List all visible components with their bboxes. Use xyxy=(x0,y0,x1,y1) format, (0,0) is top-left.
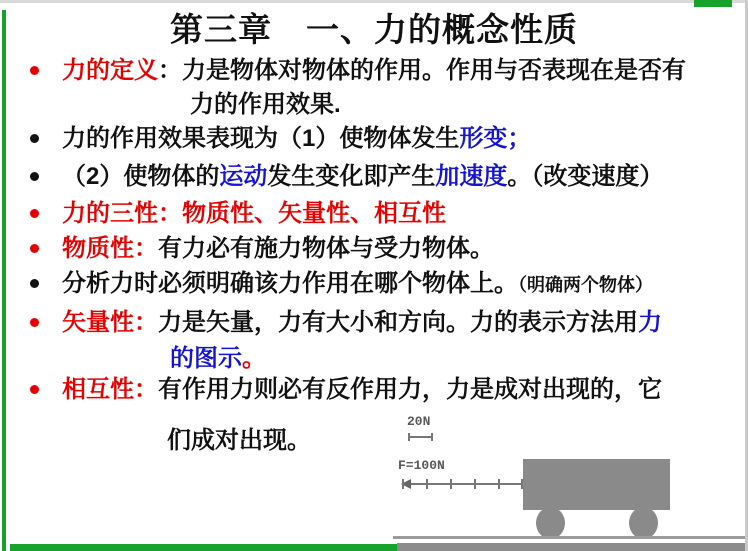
bullet-marker xyxy=(30,244,39,253)
slide-title: 第三章 一、力的概念性质 xyxy=(170,11,578,48)
text-segment: 形变； xyxy=(459,125,532,152)
text-segment: 。（改变速度） xyxy=(507,163,664,190)
text-segment: 发生变化即产生 xyxy=(267,163,436,190)
force-value-label: F=100N xyxy=(398,458,445,473)
bullet-marker xyxy=(30,279,39,288)
scale-bar-left-tick xyxy=(408,433,410,441)
bullet-marker xyxy=(30,385,39,394)
text-segment: 运动 xyxy=(219,163,268,190)
text-segment: 力的定义 xyxy=(62,57,158,84)
force-arrow-tick xyxy=(474,479,476,489)
text-segment: 的图示 xyxy=(170,345,242,372)
force-arrow-tick xyxy=(402,479,404,489)
bullet-line xyxy=(62,56,686,86)
force-arrow-tick xyxy=(450,479,452,489)
ground-bar xyxy=(397,543,745,551)
text-segment: 分析力时必须明确该力作用在哪个物体上。 xyxy=(62,270,518,297)
cart-body xyxy=(523,459,670,510)
bullet-line xyxy=(62,375,662,405)
bullet-line xyxy=(62,234,494,264)
text-segment: 。 xyxy=(242,345,266,372)
slide-top-border xyxy=(0,0,748,3)
bullet-marker xyxy=(30,66,39,75)
cart-wheel-left xyxy=(536,507,565,539)
green-accent-bottom-bar xyxy=(10,544,397,551)
green-accent-left-bar xyxy=(2,10,6,551)
text-segment: 矢量性： xyxy=(62,309,158,336)
text-segment: 加速度 xyxy=(435,163,508,190)
scale-bar xyxy=(408,436,433,438)
force-arrow-tick xyxy=(426,479,428,489)
text-segment: 有作用力则必有反作用力，力是成对出现的，它 xyxy=(158,376,662,403)
bullet-line-wrap xyxy=(167,426,311,456)
bullet-line xyxy=(62,162,663,192)
text-segment: 力的作用效果表现为（1）使物体发生 xyxy=(62,125,460,152)
text-segment: 力是物体对物体的作用。作用与否表现在是否有 xyxy=(182,57,686,84)
scale-value-label: 20N xyxy=(407,414,431,429)
force-arrow-tick xyxy=(498,479,500,489)
text-segment: 相互性： xyxy=(62,376,158,403)
text-segment: （明确两个物体） xyxy=(518,275,653,295)
bullet-marker xyxy=(30,172,39,181)
scale-bar-right-tick xyxy=(431,433,433,441)
bullet-line xyxy=(62,269,653,300)
bullet-line xyxy=(62,199,446,229)
text-segment: 力的三性：物质性、矢量性、相互性 xyxy=(62,200,446,227)
force-arrow-line xyxy=(402,483,523,485)
text-segment: 们成对出现。 xyxy=(167,427,311,454)
ground-line xyxy=(393,536,745,539)
bullet-line xyxy=(62,124,531,154)
cart-wheel-right xyxy=(629,507,658,539)
text-segment: 有力必有施力物体与受力物体。 xyxy=(158,235,494,262)
text-segment: 力 xyxy=(638,309,662,336)
text-segment: 力的作用效果. xyxy=(190,91,341,118)
text-segment: （2）使物体的 xyxy=(62,163,220,190)
bullet-line xyxy=(62,308,662,338)
bullet-line-wrap xyxy=(170,344,266,374)
bullet-marker xyxy=(30,134,39,143)
text-segment: ： xyxy=(158,57,182,84)
text-segment: 力是矢量，力有大小和方向。力的表示方法用 xyxy=(158,309,638,336)
bullet-marker xyxy=(30,318,39,327)
bullet-line-wrap xyxy=(190,90,341,120)
bullet-marker xyxy=(30,209,39,218)
text-segment: 物质性： xyxy=(62,235,158,262)
